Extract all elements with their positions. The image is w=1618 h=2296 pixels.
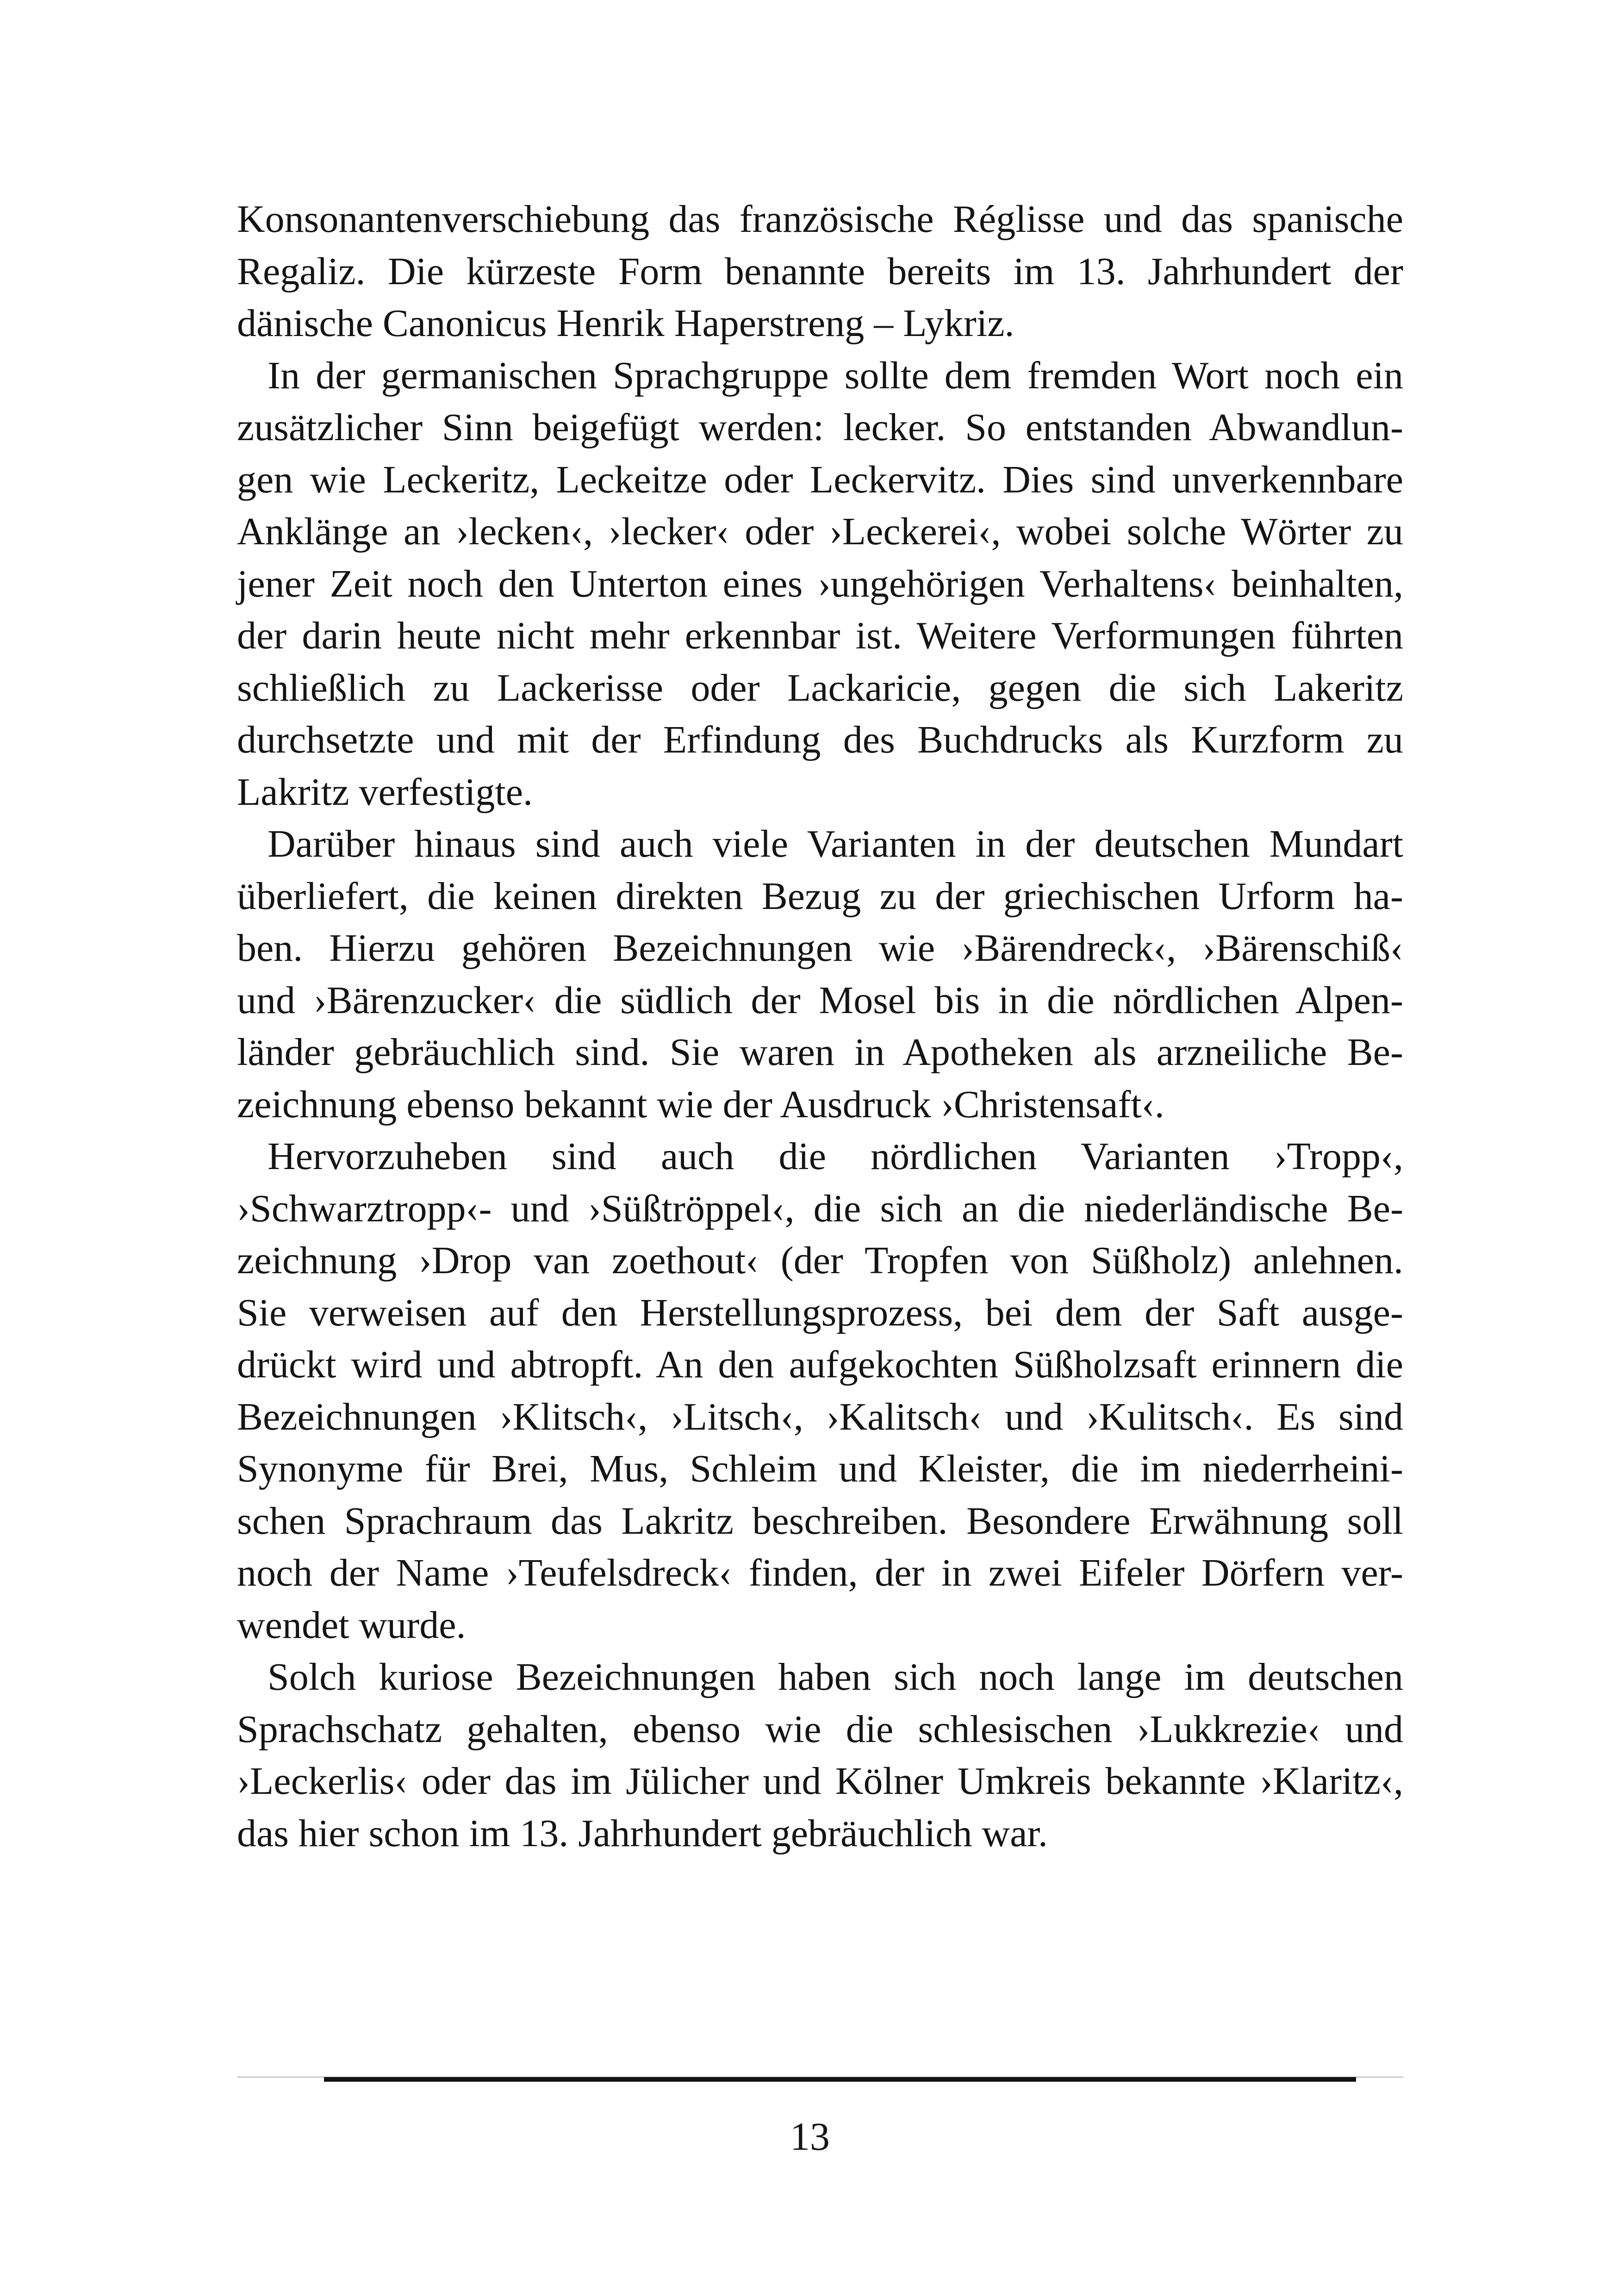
text-line: Anklänge an ›lecken‹, ›lecker‹ oder ›Leckerei‹, wobei solche Wörter zu (237, 510, 1403, 553)
page-number: 13 (790, 2114, 830, 2159)
text-line: dänische Canonicus Henrik Haperstreng – Lykriz. (237, 302, 1014, 345)
text-line: wendet wurde. (237, 1603, 466, 1647)
text-line: länder gebräuchlich sind. Sie waren in Apotheken als arzneiliche Be- (237, 1031, 1403, 1074)
text-line: Hervorzuheben sind auch die nördlichen Varianten ›Tropp‹, (268, 1135, 1403, 1178)
text-line: überliefert, die keinen direkten Bezug zu der griechischen Urform ha- (237, 874, 1403, 918)
text-line: jener Zeit noch den Unterton eines ›ungehörigen Verhaltens‹ beinhalten, (237, 562, 1403, 605)
text-line: Sie verweisen auf den Herstellungsprozess, bei dem der Saft ausge- (237, 1291, 1403, 1334)
text-line: und ›Bärenzucker‹ die südlich der Mosel bis in die nördlichen Alpen- (237, 978, 1403, 1022)
text-line: Regaliz. Die kürzeste Form benannte bereits im 13. Jahrhundert der (237, 249, 1403, 293)
paragraph-2 (237, 350, 1403, 819)
paragraph-4 (237, 1131, 1403, 1651)
text-line: zeichnung ›Drop van zoethout‹ (der Tropfen von Süßholz) anlehnen. (237, 1239, 1403, 1282)
text-line: zusätzlicher Sinn beigefügt werden: lecker. So entstanden Abwandlun- (237, 406, 1403, 449)
footer-divider (324, 2077, 1356, 2082)
paragraph-3 (237, 818, 1403, 1131)
text-line: ben. Hierzu gehören Bezeichnungen wie ›Bärendreck‹, ›Bärenschiß‹ (237, 927, 1403, 970)
text-line: Lakritz verfestigte. (237, 770, 533, 814)
text-line: Darüber hinaus sind auch viele Varianten in der deutschen Mundart (268, 822, 1403, 865)
text-line: schen Sprachraum das Lakritz beschreiben. Besondere Erwähnung soll (237, 1499, 1403, 1543)
text-line: schließlich zu Lackerisse oder Lackaricie, gegen die sich Lakeritz (237, 666, 1403, 709)
text-line: drückt wird und abtropft. An den aufgekochten Süßholzsaft erinnern die (237, 1343, 1403, 1386)
text-line: ›Leckerlis‹ oder das im Jülicher und Kölner Umkreis bekannte ›Klaritz‹, (237, 1760, 1403, 1803)
text-line: Bezeichnungen ›Klitsch‹, ›Litsch‹, ›Kalitsch‹ und ›Kulitsch‹. Es sind (237, 1395, 1403, 1438)
text-line: das hier schon im 13. Jahrhundert gebräuchlich war. (237, 1811, 1048, 1855)
text-line: der darin heute nicht mehr erkennbar ist. Weitere Verformungen führten (237, 614, 1403, 657)
book-page-body (237, 193, 1403, 1860)
text-line: gen wie Leckeritz, Leckeitze oder Leckervitz. Dies sind unverkennbare (237, 458, 1403, 501)
text-line: ›Schwarztropp‹- und ›Süßtröppel‹, die sich an die niederländische Be- (237, 1187, 1403, 1230)
text-line: Solch kuriose Bezeichnungen haben sich noch lange im deutschen (268, 1655, 1403, 1699)
text-line: In der germanischen Sprachgruppe sollte dem fremden Wort noch ein (268, 354, 1403, 397)
text-line: Sprachschatz gehalten, ebenso wie die schlesischen ›Lukkrezie‹ und (237, 1707, 1403, 1751)
text-line: zeichnung ebenso bekannt wie der Ausdruck ›Christensaft‹. (237, 1083, 1164, 1126)
text-line: Konsonantenverschiebung das französische Réglisse und das spanische (237, 198, 1403, 241)
text-line: noch der Name ›Teufelsdreck‹ finden, der in zwei Eifeler Dörfern ver- (237, 1551, 1403, 1594)
text-line: durchsetzte und mit der Erfindung des Buchdrucks als Kurzform zu (237, 718, 1403, 761)
paragraph-1 (237, 193, 1403, 350)
paragraph-5 (237, 1651, 1403, 1860)
text-line: Synonyme für Brei, Mus, Schleim und Kleister, die im niederrheini- (237, 1447, 1403, 1490)
